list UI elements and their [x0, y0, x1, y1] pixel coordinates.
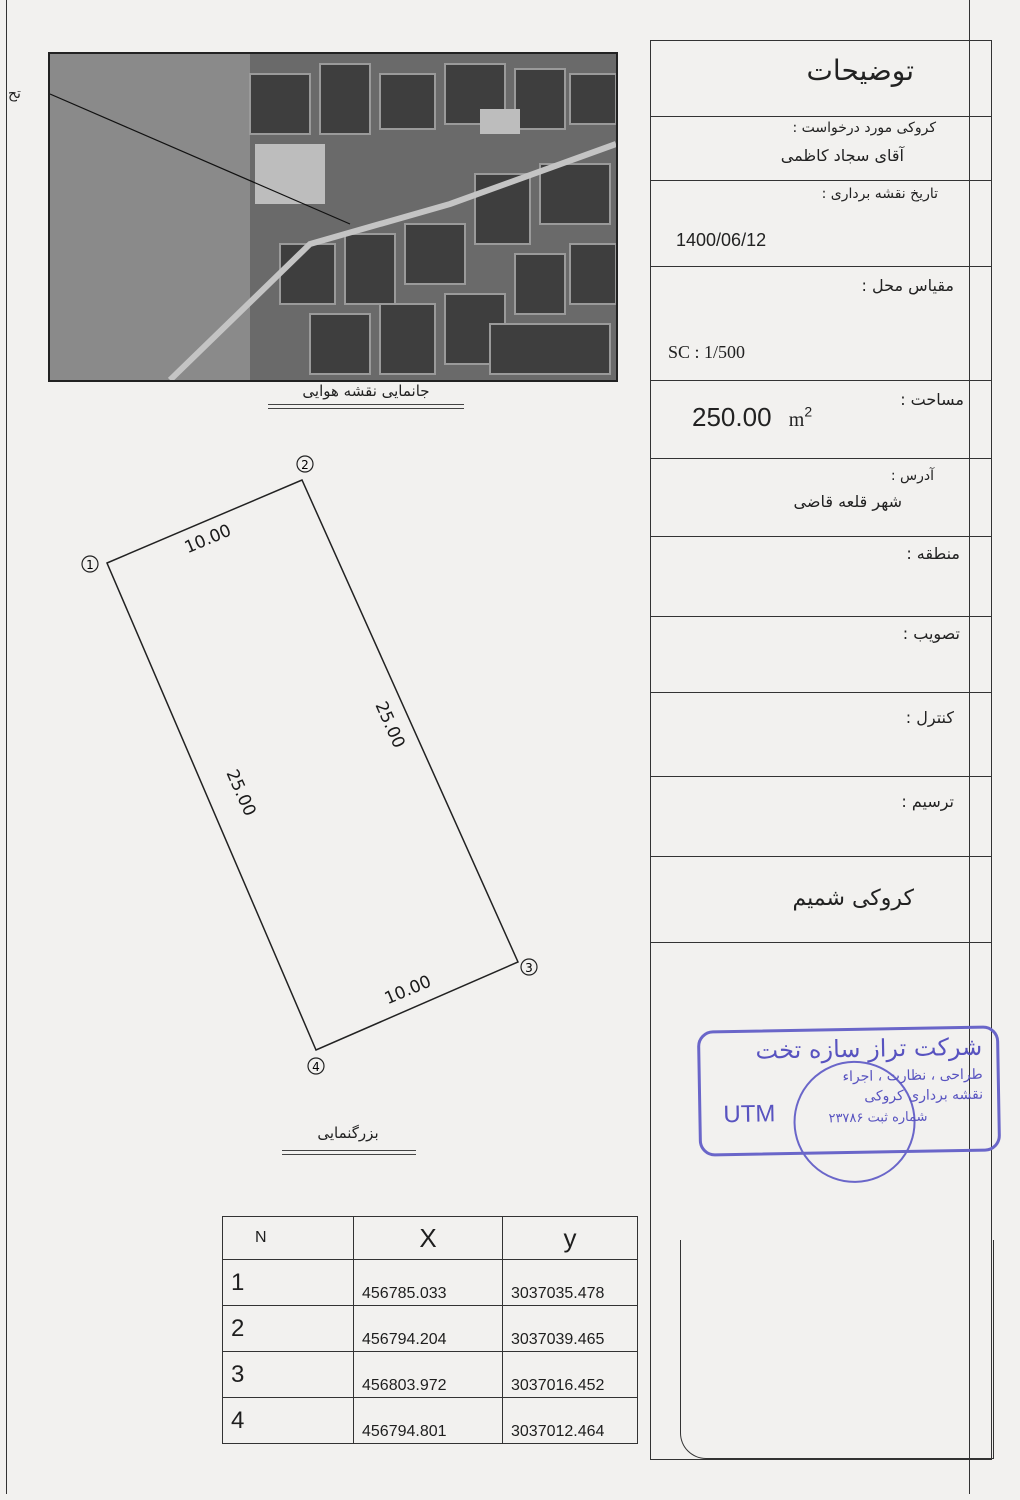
corner-1-marker: [82, 556, 98, 572]
scale-label: مقیاس محل :: [861, 276, 954, 295]
cell-x: 456794.801: [354, 1398, 503, 1444]
company-stamp: [697, 1025, 1001, 1156]
approval-label: تصویب :: [902, 624, 960, 643]
plot-drawing: [60, 440, 580, 1090]
edge-label-right: 25.00: [370, 698, 409, 752]
cell-y: 3037012.464: [503, 1398, 638, 1444]
description-panel: [650, 40, 994, 1492]
scale-value: SC : 1/500: [668, 342, 746, 362]
address-value: شهر قلعه قاضی: [793, 492, 902, 511]
cell-y: 3037039.465: [503, 1306, 638, 1352]
row-divider: [650, 856, 992, 857]
stamp-utm: UTM: [723, 1100, 776, 1129]
table-row: [223, 1398, 638, 1444]
coordinates-table: [222, 1216, 638, 1444]
cell-x: 456785.033: [354, 1260, 503, 1306]
row-divider: [650, 458, 992, 459]
row-divider: [650, 266, 992, 267]
corner-3-marker: [521, 959, 537, 975]
table-row: [223, 1260, 638, 1306]
cell-x: 456803.972: [354, 1352, 503, 1398]
col-header-x: X: [354, 1217, 503, 1260]
cell-n: 3: [223, 1352, 354, 1398]
row-divider: [650, 942, 992, 943]
row-divider: [650, 616, 992, 617]
corner-4-marker: [308, 1058, 324, 1074]
area-number: 250.00: [692, 402, 772, 432]
table-header-row: [223, 1217, 638, 1260]
stamp-services: طراحی ، نظارت ، اجراء: [842, 1066, 983, 1086]
row-divider: [650, 536, 992, 537]
region-label: منطقه :: [906, 544, 960, 563]
survey-date-label: تاریخ نقشه برداری :: [821, 186, 938, 202]
aerial-map: [48, 52, 618, 382]
row-divider: [650, 776, 992, 777]
cell-y: 3037035.478: [503, 1260, 638, 1306]
panel-title: توضیحات: [806, 54, 914, 87]
edge-label-left: 25.00: [221, 766, 260, 820]
col-header-y: y: [503, 1217, 638, 1260]
aerial-caption: جانمایی نقشه هوایی: [302, 382, 430, 400]
cell-n: 2: [223, 1306, 354, 1352]
corner-4-label: 4: [312, 1060, 320, 1074]
scale-caption: بزرگنمایی: [317, 1124, 379, 1142]
stamp-company-name: شرکت تراز سازه تخت: [755, 1032, 983, 1065]
col-header-n: N: [223, 1217, 354, 1260]
control-label: کنترل :: [905, 708, 954, 727]
row-divider: [650, 180, 992, 181]
row-divider: [650, 380, 992, 381]
scale-caption-underline: [282, 1150, 416, 1155]
aerial-caption-underline: [268, 404, 464, 409]
cell-n: 1: [223, 1260, 354, 1306]
parcel-outline: [107, 480, 518, 1050]
requester-label: کروکی مورد درخواست :: [792, 120, 936, 136]
cell-n: 4: [223, 1398, 354, 1444]
area-label: مساحت :: [900, 390, 964, 409]
signature-box: [680, 1240, 994, 1459]
table-row: [223, 1306, 638, 1352]
cell-x: 456794.204: [354, 1306, 503, 1352]
edge-label-bottom: 10.00: [381, 971, 435, 1010]
area-unit: m: [788, 409, 805, 431]
area-unit-exponent: 2: [804, 403, 813, 420]
drafting-label: ترسیم :: [901, 792, 954, 811]
corner-1-label: 1: [86, 558, 94, 572]
stamp-survey: نقشه برداری کروکی: [864, 1086, 984, 1105]
cell-y: 3037016.452: [503, 1352, 638, 1398]
table-row: [223, 1352, 638, 1398]
row-divider: [650, 116, 992, 117]
area-value: [692, 402, 812, 433]
survey-date-value: 1400/06/12: [676, 230, 767, 250]
drafter-name: کروکی شمیم: [792, 886, 914, 911]
requester-value: آقای سجاد کاظمی: [780, 146, 904, 165]
cut-off-label: تح: [8, 86, 21, 102]
address-label: آدرس :: [890, 468, 934, 484]
corner-2-marker: [297, 456, 313, 472]
corner-2-label: 2: [301, 458, 309, 472]
row-divider: [650, 692, 992, 693]
corner-3-label: 3: [525, 961, 533, 975]
edge-label-top: 10.00: [181, 520, 235, 559]
stamp-registration: شماره ثبت ۲۳۷۸۶: [828, 1109, 928, 1127]
